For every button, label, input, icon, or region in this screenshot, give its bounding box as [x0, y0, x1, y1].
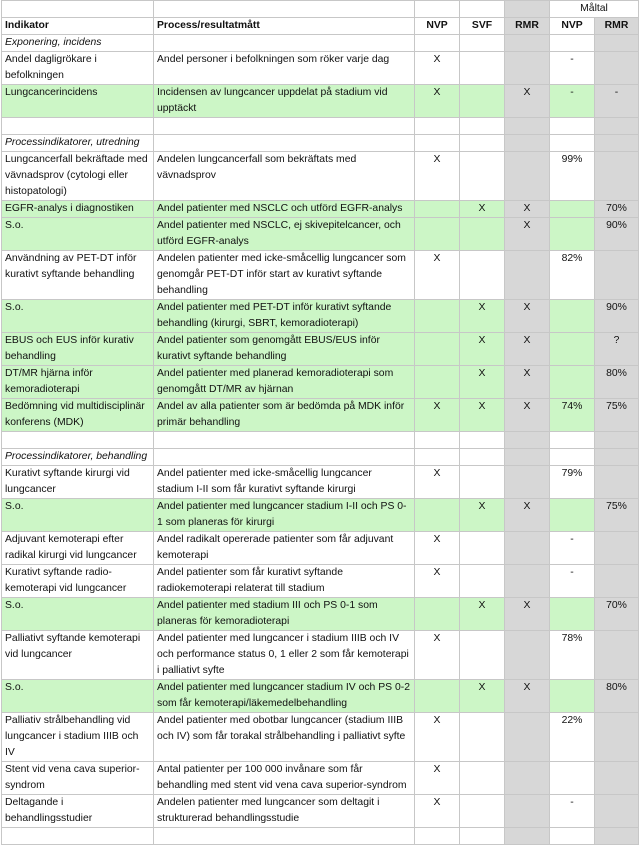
column-header-svf: SVF — [460, 18, 505, 35]
target-nvp-cell: 74% — [550, 399, 595, 432]
measure-cell: Andel patienter som får kurativt syftande radiokemoterapi relaterat till stadium — [154, 565, 415, 598]
table-row — [2, 466, 639, 499]
target-nvp-cell — [550, 499, 595, 532]
measure-cell: Andelen patienter med lungcancer som deltagit i strukturerad behandlingsstudie — [154, 795, 415, 828]
empty-cell — [154, 828, 415, 845]
target-nvp-cell: - — [550, 85, 595, 118]
indicator-cell: EBUS och EUS inför kurativ behandling — [2, 333, 154, 366]
rmr-cell: X — [505, 499, 550, 532]
target-rmr-cell: 90% — [595, 300, 639, 333]
svf-cell — [460, 795, 505, 828]
empty-cell — [2, 432, 154, 449]
target-nvp-cell — [550, 762, 595, 795]
svf-cell — [460, 713, 505, 762]
target-rmr-cell — [595, 251, 639, 300]
target-rmr-cell — [595, 466, 639, 499]
measure-cell: Andel patienter med planerad kemoradioterapi som genomgått DT/MR av hjärnan — [154, 366, 415, 399]
spacer-row — [2, 432, 639, 449]
spacer-row — [2, 828, 639, 845]
svf-cell — [460, 466, 505, 499]
nvp-cell: X — [415, 52, 460, 85]
rmr-cell — [505, 152, 550, 201]
indicator-cell: Palliativ strålbehandling vid lungcancer i stadium IIIB och IV — [2, 713, 154, 762]
column-header-target-nvp: NVP — [550, 18, 595, 35]
table-row — [2, 52, 639, 85]
section-heading: Processindikatorer, behandling — [2, 449, 154, 466]
indicator-cell: S.o. — [2, 598, 154, 631]
svf-cell — [460, 218, 505, 251]
target-rmr-cell — [595, 565, 639, 598]
column-header-target-rmr: RMR — [595, 18, 639, 35]
svf-cell — [460, 631, 505, 680]
rmr-cell: X — [505, 333, 550, 366]
indicator-cell: Adjuvant kemoterapi efter radikal kirurgi vid lungcancer — [2, 532, 154, 565]
nvp-cell: X — [415, 466, 460, 499]
indicator-cell: Lungcancerfall bekräftade med vävnadsprov (cytologi eller histopatologi) — [2, 152, 154, 201]
table-row — [2, 762, 639, 795]
indicator-cell: Bedömning vid multidisciplinär konferens (MDK) — [2, 399, 154, 432]
table-row — [2, 218, 639, 251]
target-nvp-cell: 79% — [550, 466, 595, 499]
indicator-cell: S.o. — [2, 680, 154, 713]
target-group-label: Måltal — [550, 1, 639, 18]
indicator-cell: Användning av PET-DT inför kurativt syftande behandling — [2, 251, 154, 300]
svf-cell: X — [460, 499, 505, 532]
rmr-cell — [505, 762, 550, 795]
rmr-cell: X — [505, 598, 550, 631]
empty-cell — [415, 828, 460, 845]
rmr-cell — [505, 532, 550, 565]
empty-cell — [505, 432, 550, 449]
table-row — [2, 713, 639, 762]
empty-cell — [595, 135, 639, 152]
rmr-cell: X — [505, 366, 550, 399]
indicator-cell: Lungcancerincidens — [2, 85, 154, 118]
rmr-cell — [505, 713, 550, 762]
empty-cell — [505, 135, 550, 152]
nvp-cell: X — [415, 762, 460, 795]
empty-cell — [550, 118, 595, 135]
target-nvp-cell: 82% — [550, 251, 595, 300]
indicator-cell: Palliativt syftande kemoterapi vid lungcancer — [2, 631, 154, 680]
empty-cell — [550, 828, 595, 845]
table-row — [2, 631, 639, 680]
indicator-cell: Deltagande i behandlingsstudier — [2, 795, 154, 828]
table-row — [2, 399, 639, 432]
target-rmr-cell: 70% — [595, 598, 639, 631]
measure-cell: Andel patienter som genomgått EBUS/EUS inför kurativt syftande behandling — [154, 333, 415, 366]
empty-cell — [460, 118, 505, 135]
measure-cell: Andel patienter med PET-DT inför kurativt syftande behandling (kirurgi, SBRT, kemoradioterapi) — [154, 300, 415, 333]
column-header-nvp: NVP — [415, 18, 460, 35]
empty-cell — [595, 35, 639, 52]
indicator-cell: S.o. — [2, 499, 154, 532]
target-rmr-cell — [595, 152, 639, 201]
target-nvp-cell: 78% — [550, 631, 595, 680]
empty-cell — [460, 449, 505, 466]
target-rmr-cell: 80% — [595, 366, 639, 399]
target-rmr-cell: 80% — [595, 680, 639, 713]
empty-cell — [460, 35, 505, 52]
table-row — [2, 85, 639, 118]
target-group-header-row — [2, 1, 639, 18]
empty-cell — [505, 449, 550, 466]
nvp-cell: X — [415, 532, 460, 565]
table-row — [2, 152, 639, 201]
indicator-cell: S.o. — [2, 218, 154, 251]
empty-cell — [595, 449, 639, 466]
section-heading-row — [2, 35, 639, 52]
nvp-cell — [415, 218, 460, 251]
svf-cell — [460, 152, 505, 201]
table-row — [2, 251, 639, 300]
svf-cell — [460, 532, 505, 565]
column-header-rmr: RMR — [505, 18, 550, 35]
empty-cell — [460, 135, 505, 152]
table-body — [2, 1, 639, 845]
measure-cell: Andel patienter med stadium III och PS 0-1 som planeras för kemoradioterapi — [154, 598, 415, 631]
section-heading: Processindikatorer, utredning — [2, 135, 154, 152]
target-rmr-cell — [595, 795, 639, 828]
rmr-cell — [505, 631, 550, 680]
rmr-cell — [505, 795, 550, 828]
empty-cell — [505, 35, 550, 52]
empty-cell — [550, 432, 595, 449]
svf-cell — [460, 85, 505, 118]
target-nvp-cell: - — [550, 52, 595, 85]
measure-cell: Incidensen av lungcancer uppdelat på stadium vid upptäckt — [154, 85, 415, 118]
empty-cell — [2, 118, 154, 135]
target-nvp-cell — [550, 598, 595, 631]
indicator-cell: Andel dagligrökare i befolkningen — [2, 52, 154, 85]
nvp-cell — [415, 300, 460, 333]
target-nvp-cell — [550, 300, 595, 333]
target-nvp-cell: - — [550, 795, 595, 828]
svf-cell: X — [460, 300, 505, 333]
target-nvp-cell: 99% — [550, 152, 595, 201]
table-row — [2, 680, 639, 713]
target-rmr-cell: 75% — [595, 399, 639, 432]
empty-cell — [460, 828, 505, 845]
nvp-cell — [415, 201, 460, 218]
svf-cell: X — [460, 399, 505, 432]
measure-cell: Andel av alla patienter som är bedömda på MDK inför primär behandling — [154, 399, 415, 432]
svf-cell: X — [460, 366, 505, 399]
empty-cell — [154, 432, 415, 449]
empty-cell — [415, 35, 460, 52]
rmr-cell — [505, 565, 550, 598]
rmr-cell: X — [505, 399, 550, 432]
target-nvp-cell: - — [550, 565, 595, 598]
empty-cell — [550, 35, 595, 52]
measure-cell: Andel patienter med obotbar lungcancer (stadium IIIB och IV) som får torakal strålbehandling i palliativt syfte — [154, 713, 415, 762]
target-nvp-cell — [550, 366, 595, 399]
empty-cell — [2, 828, 154, 845]
table-row — [2, 598, 639, 631]
rmr-cell — [505, 52, 550, 85]
table-row — [2, 795, 639, 828]
measure-cell: Andelen lungcancerfall som bekräftats med vävnadsprov — [154, 152, 415, 201]
indicator-table — [1, 0, 639, 845]
section-heading-row — [2, 135, 639, 152]
empty-cell — [154, 118, 415, 135]
rmr-cell: X — [505, 85, 550, 118]
target-rmr-cell — [595, 532, 639, 565]
empty-cell — [460, 432, 505, 449]
empty-cell — [154, 449, 415, 466]
nvp-cell — [415, 598, 460, 631]
target-rmr-cell — [595, 762, 639, 795]
indicator-cell: Kurativt syftande radio-kemoterapi vid lungcancer — [2, 565, 154, 598]
empty-cell — [550, 449, 595, 466]
empty-cell — [595, 118, 639, 135]
rmr-cell: X — [505, 201, 550, 218]
empty-cell — [505, 828, 550, 845]
measure-cell: Andel patienter med NSCLC och utförd EGFR-analys — [154, 201, 415, 218]
rmr-cell: X — [505, 680, 550, 713]
nvp-cell: X — [415, 251, 460, 300]
table-row — [2, 565, 639, 598]
empty-cell — [595, 828, 639, 845]
table-row — [2, 499, 639, 532]
svf-cell: X — [460, 598, 505, 631]
section-heading-row — [2, 449, 639, 466]
empty-cell — [415, 118, 460, 135]
target-nvp-cell — [550, 333, 595, 366]
indicator-cell: DT/MR hjärna inför kemoradioterapi — [2, 366, 154, 399]
measure-cell: Andel patienter med lungcancer i stadium IIIB och IV och performance status 0, 1 eller 2 som får kemoterapi i palliativt syfte — [154, 631, 415, 680]
nvp-cell: X — [415, 399, 460, 432]
empty-cell — [505, 118, 550, 135]
indicator-cell: Stent vid vena cava superior-syndrom — [2, 762, 154, 795]
rmr-cell — [505, 251, 550, 300]
target-rmr-cell: 70% — [595, 201, 639, 218]
nvp-cell — [415, 680, 460, 713]
empty-cell — [415, 135, 460, 152]
indicator-cell: S.o. — [2, 300, 154, 333]
rmr-cell: X — [505, 218, 550, 251]
empty-cell — [154, 135, 415, 152]
nvp-cell — [415, 499, 460, 532]
target-nvp-cell: 22% — [550, 713, 595, 762]
target-nvp-cell — [550, 201, 595, 218]
target-rmr-cell — [595, 713, 639, 762]
target-rmr-cell: ? — [595, 333, 639, 366]
nvp-cell: X — [415, 713, 460, 762]
svf-cell: X — [460, 333, 505, 366]
target-rmr-cell: 75% — [595, 499, 639, 532]
target-rmr-cell: 90% — [595, 218, 639, 251]
target-rmr-cell — [595, 52, 639, 85]
table-row — [2, 366, 639, 399]
column-header-indicator: Indikator — [2, 18, 154, 35]
table-row — [2, 300, 639, 333]
table-row — [2, 333, 639, 366]
indicator-cell: Kurativt syftande kirurgi vid lungcancer — [2, 466, 154, 499]
indicator-cell: EGFR-analys i diagnostiken — [2, 201, 154, 218]
svf-cell — [460, 251, 505, 300]
column-header-row — [2, 18, 639, 35]
measure-cell: Antal patienter per 100 000 invånare som får behandling med stent vid vena cava superior-syndrom — [154, 762, 415, 795]
target-rmr-cell — [595, 631, 639, 680]
svf-cell — [460, 52, 505, 85]
table-row — [2, 201, 639, 218]
empty-cell — [415, 449, 460, 466]
target-nvp-cell: - — [550, 532, 595, 565]
empty-cell — [415, 432, 460, 449]
nvp-cell: X — [415, 631, 460, 680]
table-row — [2, 532, 639, 565]
measure-cell: Andel patienter med NSCLC, ej skivepitelcancer, och utförd EGFR-analys — [154, 218, 415, 251]
measure-cell: Andel patienter med lungcancer stadium IV och PS 0-2 som får kemoterapi/läkemedelbehandling — [154, 680, 415, 713]
rmr-cell: X — [505, 300, 550, 333]
measure-cell: Andel personer i befolkningen som röker varje dag — [154, 52, 415, 85]
svf-cell — [460, 565, 505, 598]
target-rmr-cell: - — [595, 85, 639, 118]
measure-cell: Andel patienter med lungcancer stadium I-II och PS 0-1 som planeras för kirurgi — [154, 499, 415, 532]
measure-cell: Andelen patienter med icke-småcellig lungcancer som genomgår PET-DT inför start av kurativt syftande behandling — [154, 251, 415, 300]
nvp-cell — [415, 333, 460, 366]
nvp-cell: X — [415, 565, 460, 598]
empty-cell — [154, 35, 415, 52]
svf-cell: X — [460, 680, 505, 713]
nvp-cell: X — [415, 85, 460, 118]
column-header-measure: Process/resultatmått — [154, 18, 415, 35]
empty-cell — [550, 135, 595, 152]
section-heading: Exponering, incidens — [2, 35, 154, 52]
rmr-cell — [505, 466, 550, 499]
measure-cell: Andel radikalt opererade patienter som får adjuvant kemoterapi — [154, 532, 415, 565]
target-nvp-cell — [550, 680, 595, 713]
nvp-cell: X — [415, 795, 460, 828]
spacer-row — [2, 118, 639, 135]
empty-cell — [595, 432, 639, 449]
svf-cell — [460, 762, 505, 795]
nvp-cell: X — [415, 152, 460, 201]
nvp-cell — [415, 366, 460, 399]
target-nvp-cell — [550, 218, 595, 251]
measure-cell: Andel patienter med icke-småcellig lungcancer stadium I-II som får kurativt syftande kirurgi — [154, 466, 415, 499]
svf-cell: X — [460, 201, 505, 218]
